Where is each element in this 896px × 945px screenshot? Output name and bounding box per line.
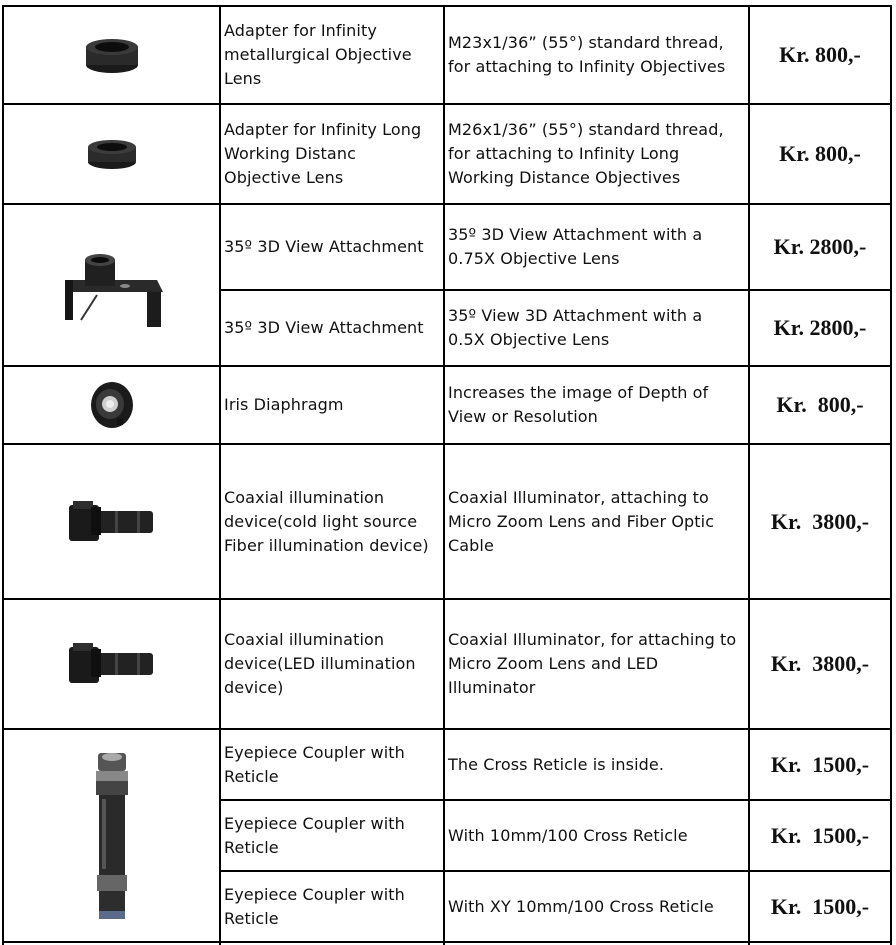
product-price: Kr. 3800,-	[770, 508, 870, 534]
product-description: Increases the image of Depth of View or Resolution	[448, 383, 709, 426]
product-description: With XY 10mm/100 Cross Reticle	[448, 896, 714, 916]
product-description: M23x1/36” (55°) standard thread, for attaching to Infinity Objectives	[448, 33, 726, 76]
product-description: The Cross Reticle is inside.	[448, 754, 665, 774]
grid-line	[2, 941, 892, 943]
product-name: Eyepiece Coupler with Reticle	[224, 813, 405, 857]
product-name: Eyepiece Coupler with Reticle	[224, 742, 405, 786]
3d-view-attachment-icon	[57, 240, 167, 330]
product-image-eyepiece-coupler	[4, 730, 219, 941]
product-name: Iris Diaphragm	[224, 395, 344, 414]
product-name: Adapter for Infinity metallurgical Objective Lens	[224, 21, 412, 88]
product-name: 35º 3D View Attachment	[224, 318, 424, 337]
coaxial-illuminator-fiber-icon	[67, 499, 157, 545]
product-description: Coaxial Illuminator, for attaching to Micro Zoom Lens and LED Illuminator	[448, 630, 737, 697]
product-name: Eyepiece Coupler with Reticle	[224, 884, 405, 928]
iris-diaphragm-icon	[87, 379, 137, 431]
product-image-coaxial-fiber	[4, 445, 219, 598]
product-name: Adapter for Infinity Long Working Distanc Objective Lens	[224, 120, 422, 187]
product-description: With 10mm/100 Cross Reticle	[448, 825, 688, 845]
product-description: 35º 3D View Attachment with a 0.75X Objective Lens	[448, 225, 703, 268]
product-name: 35º 3D View Attachment	[224, 237, 424, 256]
product-image-adapter-metallurgical	[4, 7, 219, 103]
product-description: Coaxial Illuminator, attaching to Micro Zoom Lens and Fiber Optic Cable	[448, 487, 715, 555]
product-price: Kr. 1500,-	[770, 751, 870, 777]
product-price: Kr. 2800,-	[773, 315, 867, 340]
product-price: Kr. 1500,-	[770, 822, 870, 848]
product-price: Kr. 2800,-	[773, 234, 867, 259]
product-price: Kr. 3800,-	[770, 651, 870, 676]
product-image-adapter-long-wd	[4, 105, 219, 203]
long-working-distance-adapter-ring-icon	[84, 136, 140, 172]
eyepiece-coupler-icon	[90, 751, 134, 921]
product-image-3d-view-attachment	[4, 205, 219, 365]
product-description: M26x1/36” (55°) standard thread, for attaching to Infinity Long Working Distance Objectives	[448, 120, 724, 187]
product-price: Kr. 800,-	[779, 42, 861, 67]
product-name: Coaxial illumination device(LED illumination device)	[224, 630, 416, 697]
product-image-iris-diaphragm	[4, 367, 219, 443]
product-price: Kr. 1500,-	[770, 893, 870, 919]
product-price: Kr. 800,-	[779, 141, 861, 166]
grid-line	[890, 5, 892, 945]
product-description: 35º View 3D Attachment with a 0.5X Objective Lens	[448, 306, 703, 349]
objective-adapter-ring-icon	[82, 35, 142, 75]
product-name: Coaxial illumination device(cold light source Fiber illumination device)	[224, 487, 429, 555]
product-price: Kr. 800,-	[776, 392, 864, 417]
product-image-coaxial-led	[4, 600, 219, 728]
coaxial-illuminator-led-icon	[67, 641, 157, 687]
